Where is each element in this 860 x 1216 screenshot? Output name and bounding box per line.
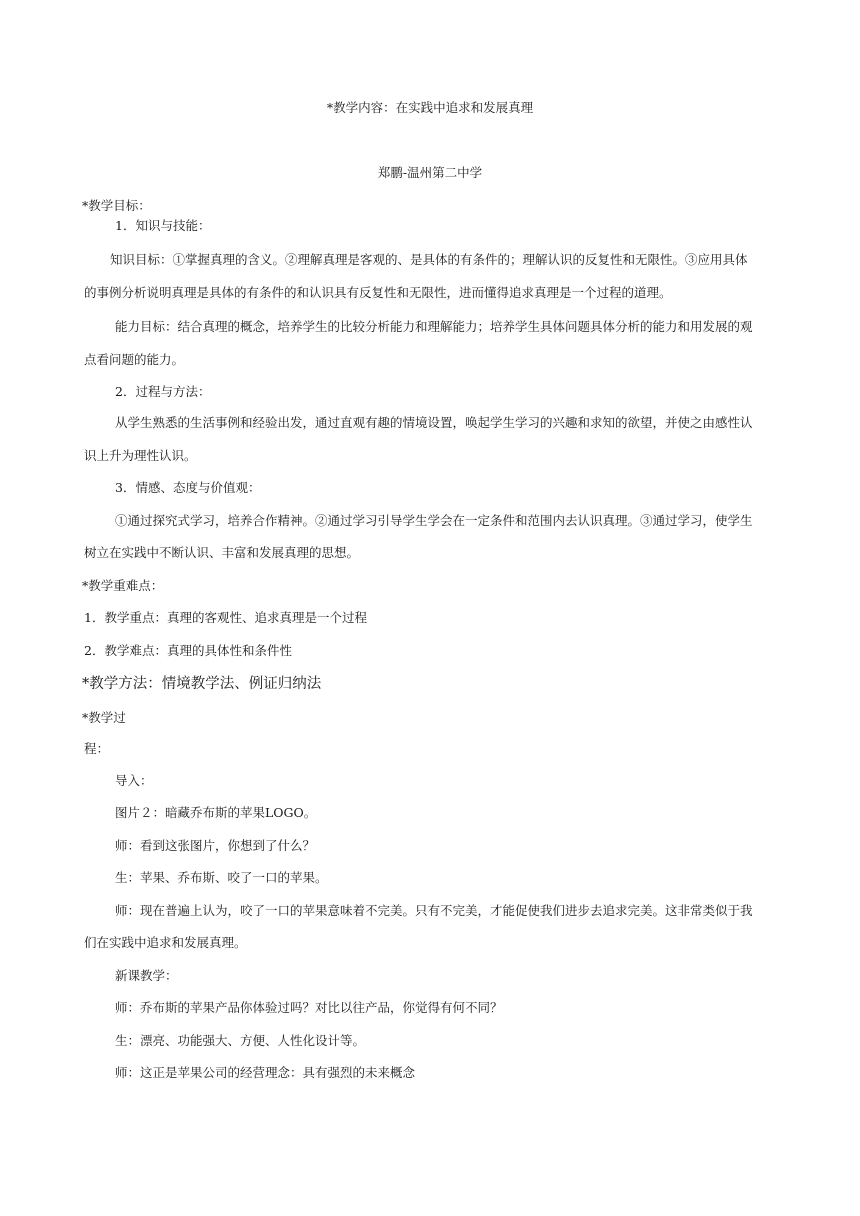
knowledge-goal-line-2: 的事例分析说明真理是具体的有条件的和认识具有反复性和无限性，进而懂得追求真理是一个过程的道理。 — [84, 285, 672, 300]
dialogue-teacher-2-line-1: 师：现在普遍上认为，咬了一口的苹果意味着不完美。只有不完美，才能促使我们进步去追求完美。这非常类似于我 — [115, 903, 753, 918]
process-heading-part-1: *教学过 — [82, 710, 126, 725]
author-line: 郑鹏-温州第二中学 — [377, 165, 483, 180]
dialogue-teacher-2-line-2: 们在实践中追求和发展真理。 — [84, 935, 247, 950]
dialogue-student-1: 生：苹果、乔布斯、咬了一口的苹果。 — [115, 870, 328, 885]
ability-goal-line-2: 点看问题的能力。 — [84, 352, 185, 367]
teaching-methods: *教学方法：情境教学法、例证归纳法 — [82, 676, 322, 692]
key-point-1: 1．教学重点：真理的客观性、追求真理是一个过程 — [84, 610, 367, 625]
new-lesson-label: 新课教学： — [115, 968, 178, 983]
process-goal-line-2: 识上升为理性认识。 — [84, 448, 197, 463]
emotion-goal-line-1: ①通过探究式学习，培养合作精神。②通过学习引导学生学会在一定条件和范围内去认识真理。③通过学习，使学生 — [115, 513, 753, 528]
intro-label: 导入： — [115, 773, 153, 788]
ability-goal-line-1: 能力目标：结合真理的概念，培养学生的比较分析能力和理解能力；培养学生具体问题具体分析的能力和用发展的观 — [115, 319, 753, 334]
page-title: *教学内容：在实践中追求和发展真理 — [326, 100, 534, 115]
knowledge-goal-line-1: 知识目标：①掌握真理的含义。②理解真理是客观的、是具体的有条件的；理解认识的反复性和无限性。③应用具体 — [110, 252, 748, 267]
objectives-heading: *教学目标： — [82, 198, 151, 213]
objective-item-2-title: 2．过程与方法： — [115, 384, 211, 399]
process-goal-line-1: 从学生熟悉的生活事例和经验出发，通过直观有趣的情境设置，唤起学生学习的兴趣和求知的欲望，并使之由感性认 — [115, 415, 753, 430]
objective-item-1-title: 1．知识与技能： — [115, 218, 211, 233]
emotion-goal-line-2: 树立在实践中不断认识、丰富和发展真理的思想。 — [84, 545, 360, 560]
key-points-heading: *教学重难点： — [82, 578, 164, 593]
key-point-2: 2．教学难点：真理的具体性和条件性 — [84, 643, 292, 658]
dialogue-teacher-4: 师：这正是苹果公司的经营理念：具有强烈的未来概念 — [115, 1065, 416, 1080]
picture-caption: 图片２：暗藏乔布斯的苹果LOGO。 — [115, 805, 317, 820]
process-heading-part-2: 程： — [84, 741, 110, 756]
dialogue-student-2: 生：漂亮、功能强大、方便、人性化设计等。 — [115, 1033, 366, 1048]
dialogue-teacher-1: 师：看到这张图片，你想到了什么？ — [115, 838, 316, 853]
dialogue-teacher-3: 师：乔布斯的苹果产品你体验过吗？对比以往产品，你觉得有何不同？ — [115, 1000, 503, 1015]
objective-item-3-title: 3．情感、态度与价值观： — [115, 480, 261, 495]
